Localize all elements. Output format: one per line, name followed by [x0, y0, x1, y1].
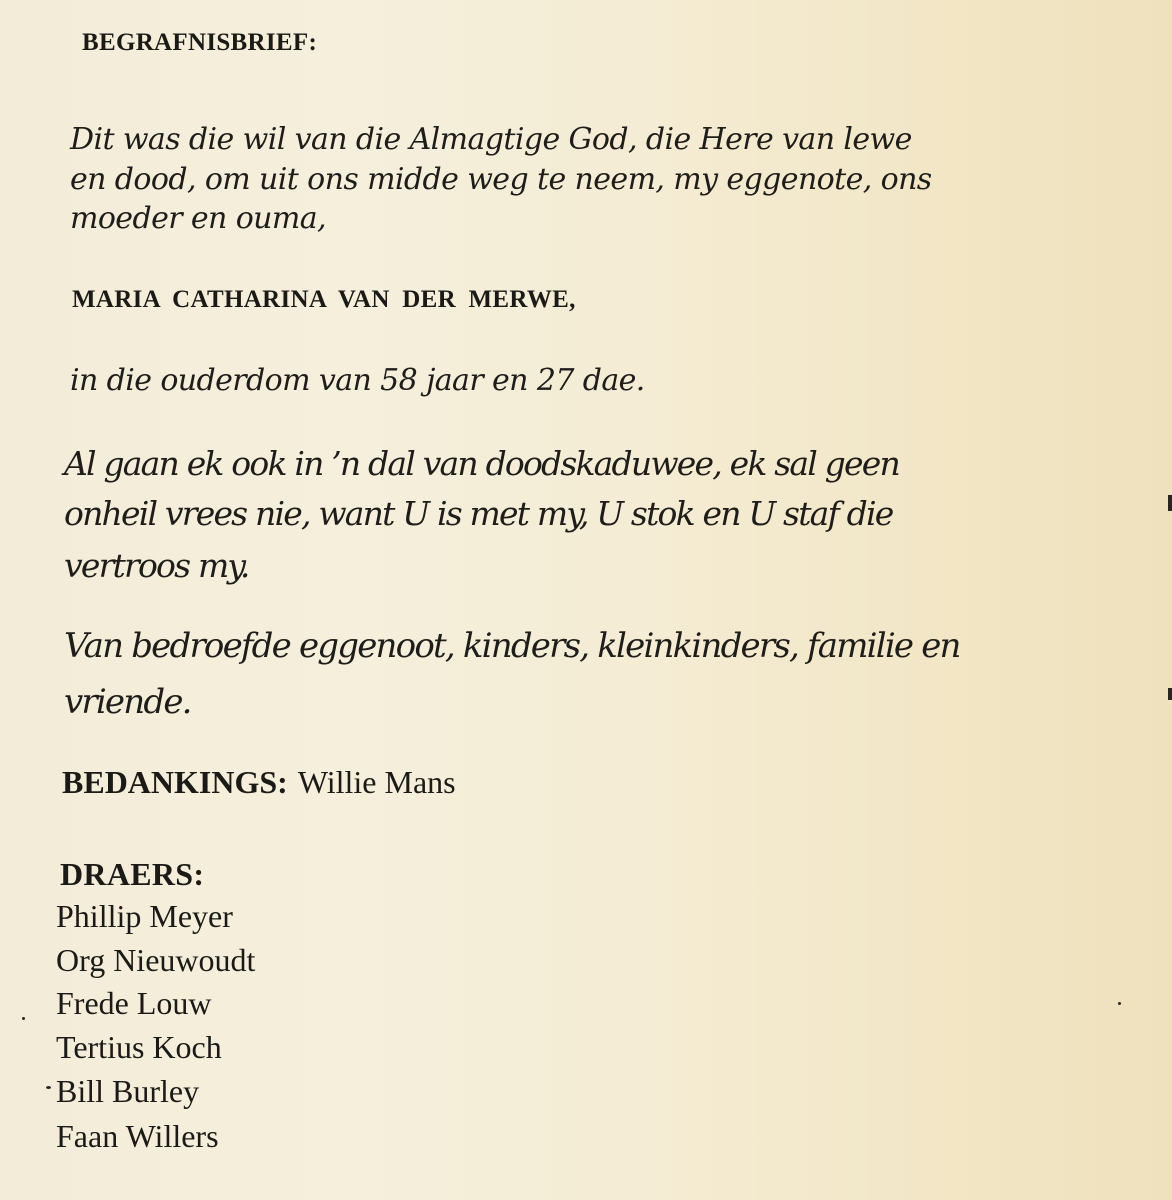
thanks-line — [62, 764, 456, 801]
bearers-heading: DRAERS: — [60, 856, 205, 892]
bearer-name: Tertius Koch — [56, 1029, 222, 1065]
bearer-name: Frede Louw — [56, 985, 212, 1021]
paper-speck — [1118, 1002, 1121, 1005]
bearer-name: Org Nieuwoudt — [56, 942, 256, 978]
paper-speck — [22, 1017, 25, 1020]
psalm-line: onheil vrees nie, want U is met my, U stok en U staf die — [64, 494, 893, 533]
bearer-name: Faan Willers — [56, 1118, 219, 1154]
age-line: in die ouderdom van 58 jaar en 27 dae. — [70, 363, 645, 398]
deceased-name: MARIA CATHARINA VAN DER MERWE, — [72, 286, 576, 313]
mourners-line: Van bedroefde eggenoot, kinders, kleinkinders, familie en — [64, 626, 960, 666]
mourners-line: vriende. — [64, 682, 191, 722]
edge-mark — [1168, 495, 1172, 511]
thanks-value: Willie Mans — [297, 764, 456, 800]
thanks-label: BEDANKINGS: — [62, 764, 288, 800]
paper-speck — [46, 1086, 51, 1089]
intro-line: en dood, om uit ons midde weg te neem, my eggenote, ons — [70, 162, 932, 197]
intro-line: moeder en ouma, — [70, 201, 326, 236]
document-heading: BEGRAFNISBRIEF: — [82, 29, 318, 56]
bearer-name: Phillip Meyer — [56, 898, 233, 934]
psalm-line: Al gaan ek ook in ’n dal van doodskaduwee, ek sal geen — [64, 444, 899, 483]
intro-line: Dit was die wil van die Almagtige God, die Here van lewe — [70, 122, 912, 157]
psalm-line: vertroos my. — [64, 546, 249, 585]
edge-mark — [1168, 688, 1172, 700]
bearer-name: Bill Burley — [56, 1073, 200, 1109]
